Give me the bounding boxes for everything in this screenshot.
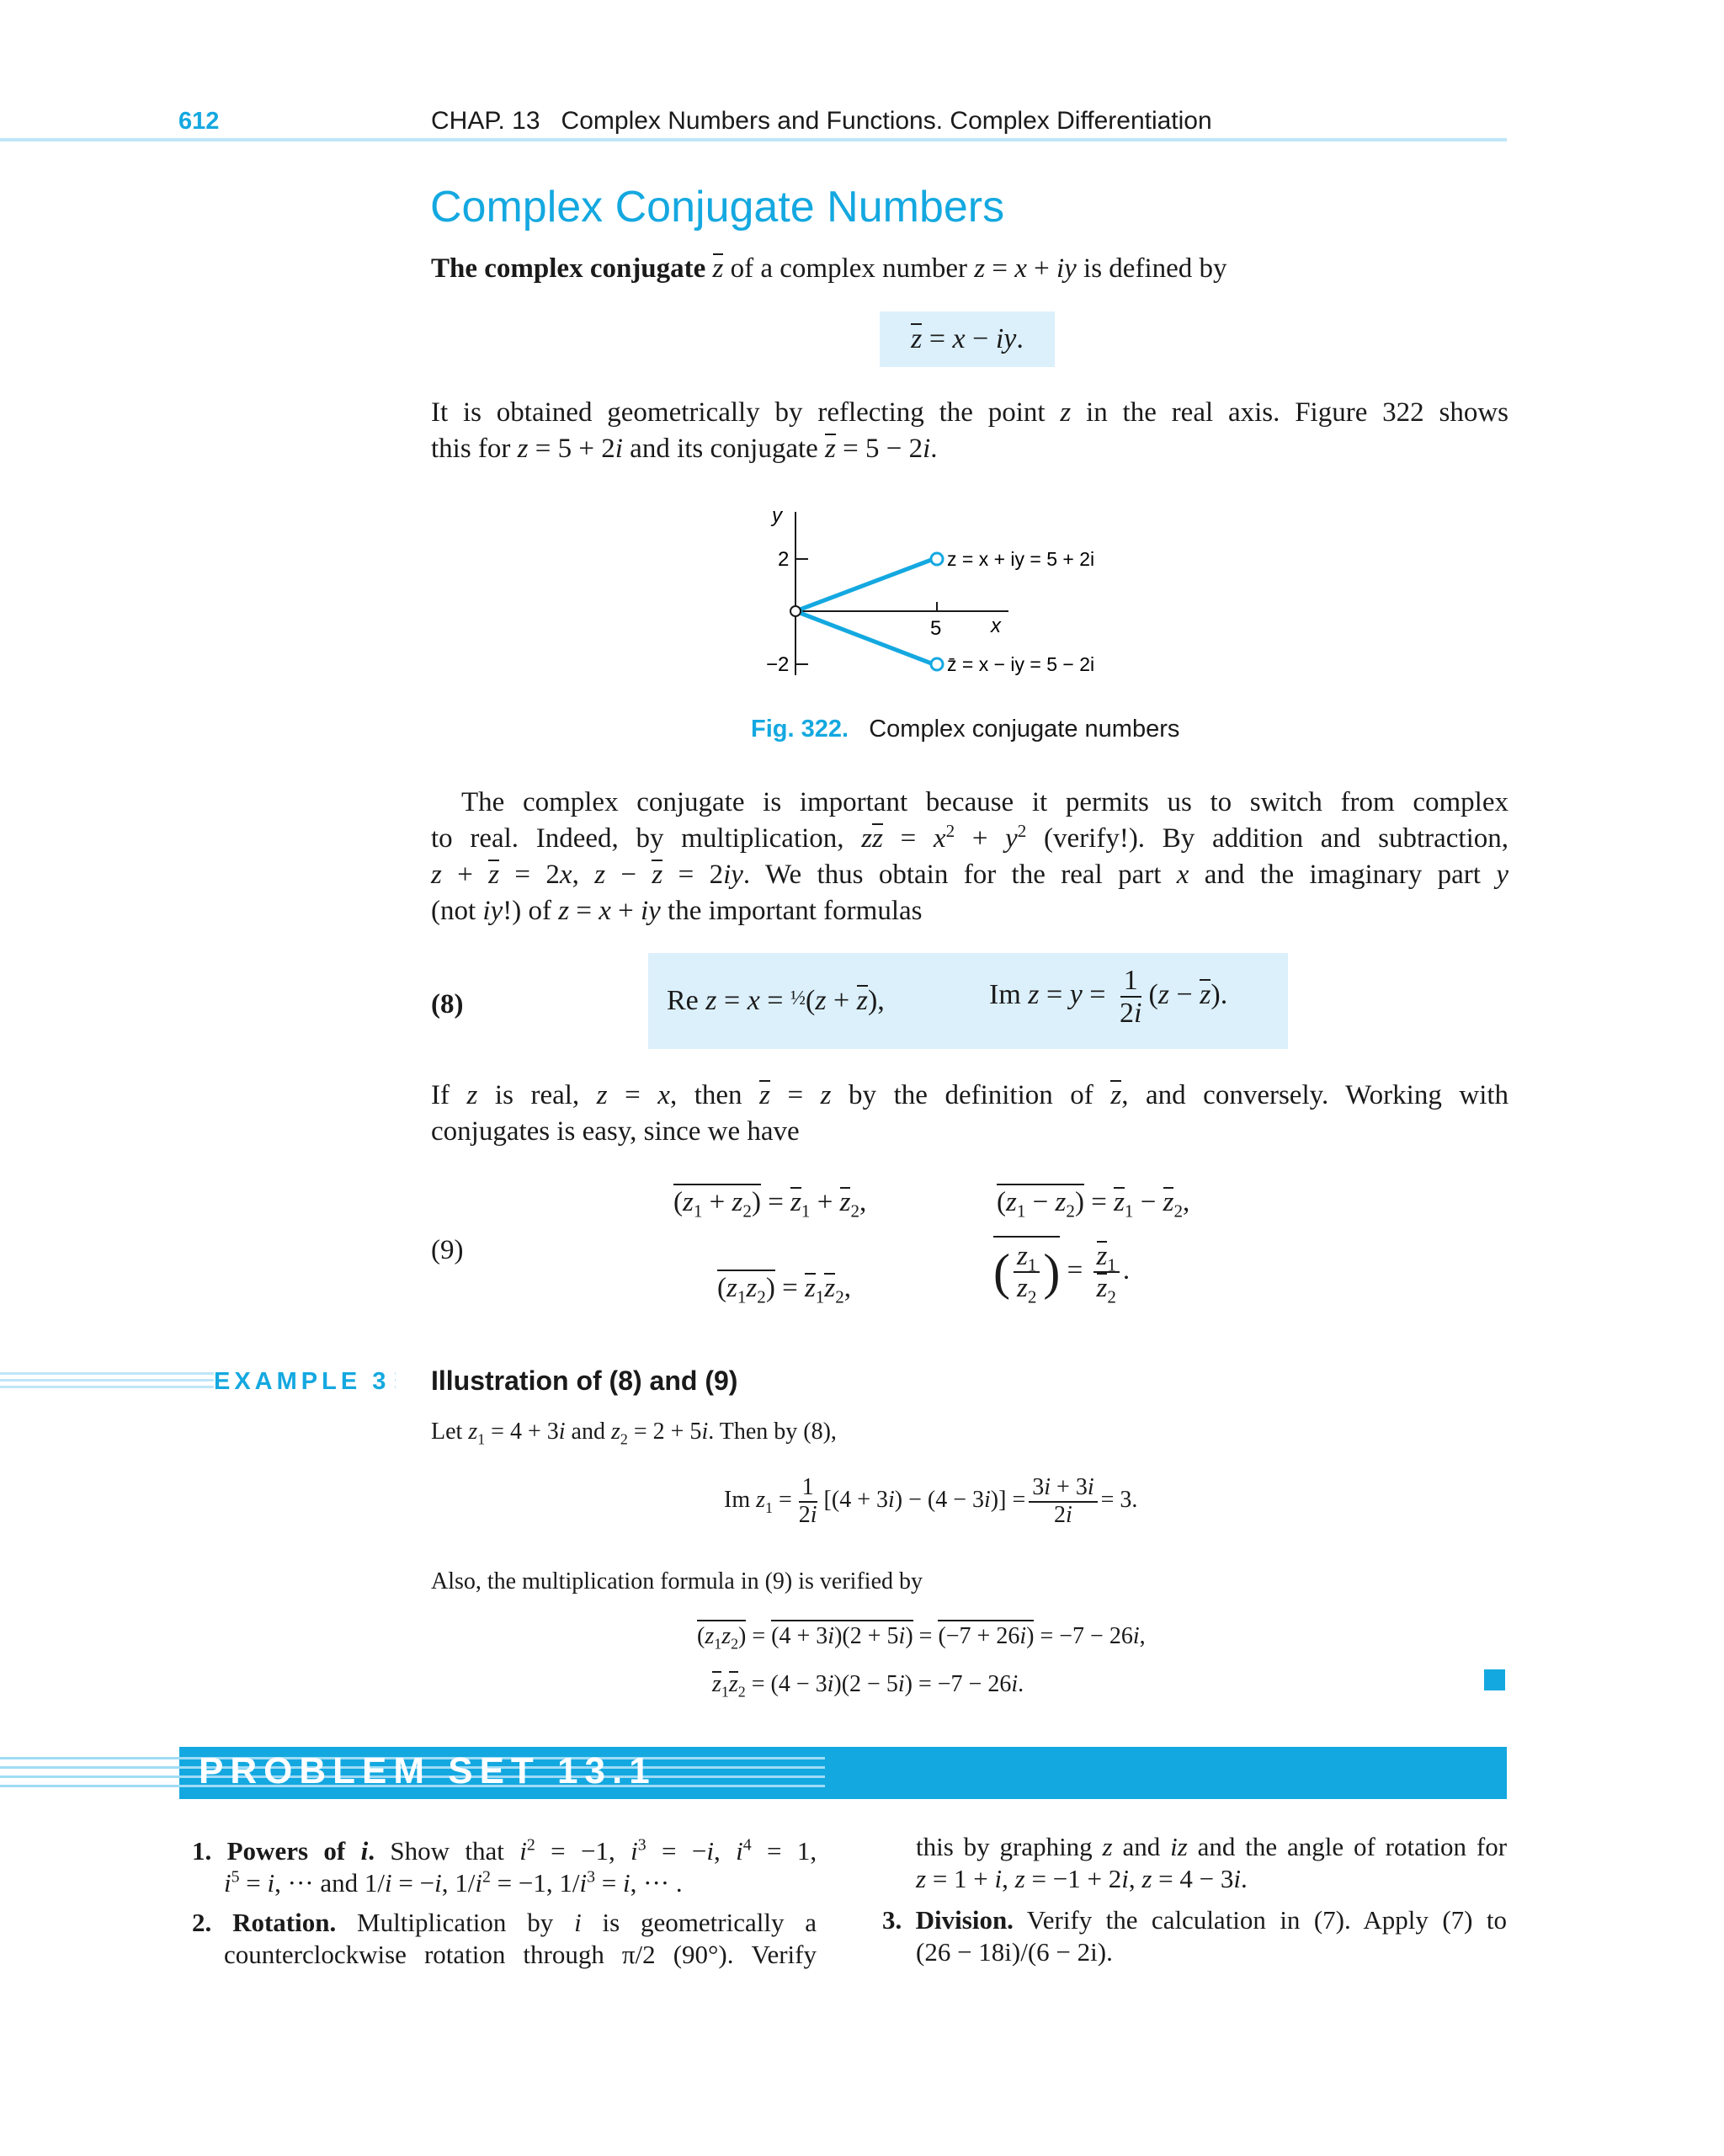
p1-text: Show that [390,1836,504,1866]
para2-line1: It is obtained geometrically by reflecting the point [431,397,1046,428]
para3-line2b: (verify!). By addition and subtraction, [1044,823,1508,854]
example-line1b: and [571,1419,605,1445]
eq9-prod: $(z_1z_2) = z_1z_2$, [717,1273,851,1304]
p2-cont-c: and the angle of rotation for [1197,1832,1508,1861]
example-line2: Also, the multiplication formula in (9) is verified by [431,1568,923,1594]
intro-text: The complex conjugate z of a complex number z = x + iy is defined by [431,253,1227,284]
example-title: Illustration of (8) and (9) [431,1365,738,1396]
x-tick-label-5: 5 [930,617,942,640]
section-title: Complex Conjugate Numbers [430,183,1005,232]
para3-line4c: the important formulas [668,896,923,926]
p2-cont-a: this by graphing [916,1832,1093,1861]
para3-line3c: and the imaginary part [1204,860,1481,890]
problem-set-title: PROBLEM SET 13.1 [199,1750,657,1791]
conjugate-definition: z = x − iy. [880,311,1055,367]
label-z: z = x + iy = 5 + 2i [947,548,1095,570]
problem-3 [882,1904,1507,1968]
para4-line1e: , and conversely. Working with [1121,1080,1509,1110]
problem-1: 1. Powers of i. Show that $i^2 = -1$, $i^3 = -i$, $i^4 = 1$, $i^5 = i$, ··· and 1/i = −i, $1/i^2 = -1$, $1/i^3 = i$, ··· . [192,1835,817,1898]
origin-point [790,606,801,616]
para3-line4a: (not [431,896,476,926]
para4-line1b: is real, [494,1080,580,1110]
p3-number: 3. [882,1905,902,1935]
intro-text-a: of a complex number [730,253,967,284]
para4-line1c: then [694,1080,742,1110]
p2-text-b: is geometrically a [602,1908,817,1937]
example-label: EXAMPLE 3 [214,1368,395,1396]
eq8-label: (8) [431,989,464,1019]
p3-expression: (26 − 18i)/(6 − 2i). [916,1937,1113,1967]
caption-text: Complex conjugate numbers [869,716,1180,743]
eq9-quot: ( $\frac{z_1}{z_2}$ ) = $\frac{z_1}{z_2}$ . [993,1236,1130,1304]
para2-line2b: and its conjugate [630,434,818,464]
intro-text-b: is defined by [1083,253,1227,284]
eq9-diff: $(z_1 - z_2) = z_1 - z_2$, [997,1187,1189,1218]
example-im-computation: Im $z_1$ = $\frac{1}{2i}$ [(4 + 3i) − (4 − 3i)] = $\frac{3i + 3i}{2i}$ = 3. [724,1474,1138,1528]
para4-line2: conjugates is easy, since we have [431,1116,800,1147]
figure-322 [741,497,1179,690]
para3-line3b: We thus obtain for the real part [764,860,1162,890]
p2-title: Rotation. [232,1908,337,1937]
p1-title: Powers of [226,1836,346,1866]
p2-cont-b: and [1122,1832,1161,1861]
para4-line1d: by the definition of [849,1080,1093,1110]
para2-line1b: in the real axis. Figure 322 shows [1086,397,1509,428]
p2-text-a: Multiplication by [357,1908,554,1937]
end-of-example-square [1484,1669,1505,1690]
eq9-label: (9) [431,1235,464,1265]
caption-label: Fig. 322. [751,716,849,743]
point-zbar [931,658,943,670]
segment-z [795,559,934,611]
para3-line4b: !) of [503,896,551,926]
example-verify-1: $(z_1z_2) = (4 + 3i)(2 + 5i) = (-7 + 26i) = -7 - 26i$, [697,1623,1146,1650]
para3-line1: The complex conjugate is important because it permits us to switch from complex [461,787,1508,817]
problem-2: 2. Rotation. Multiplication by i is geometrically a counterclockwise rotation through π/2 (90°). Verify [192,1908,817,1969]
paragraph-geometric: It is obtained geometrically by reflecting the point z in the real axis. Figure 322 shows this for z = 5 + 2i and its conjugate z = 5 − 2i. [431,397,1509,464]
para2-line2: this for [431,434,511,464]
para4-line1a: If [431,1080,450,1110]
y-tick-label-2: 2 [778,548,790,571]
p3-title: Division. [915,1905,1014,1935]
p2-number: 2. [192,1908,212,1937]
para3-line2a: to real. Indeed, by multiplication, [431,823,844,854]
eq8-box: Re z = x = ½(z + z), Im z = y = $\frac{1}{2i}$ (z − z). [648,953,1288,1049]
segment-zbar [795,611,934,664]
label-zbar: z̄ = x − iy = 5 − 2i [947,653,1095,675]
p1-number: 1. [192,1836,212,1866]
y-tick-label-neg2: −2 [766,653,790,676]
chapter-label: CHAP. 13 [431,107,540,135]
paragraph-importance: The complex conjugate is important because it permits us to switch from complex to real. Indeed, by multiplication, zz = $x^2 + y^2$ (verify!). By addition and subtraction, z + z = 2x, z − z = 2iy. We thus obtain for the real part x and the imaginary part y (not iy!) of z = x + iy the important formulas [431,785,1508,929]
x-axis-label: x [991,615,1001,637]
chapter-title: Complex Numbers and Functions. Complex Differentiation [561,107,1212,135]
example-line1: Let $z_1 = 4 + 3i$ and $z_2 = 2 + 5i$. Then by (8), [431,1419,837,1448]
y-axis-label: y [772,504,782,527]
running-header [431,107,1212,136]
example-line1a: Let [431,1419,463,1445]
p2-text-c: counterclockwise rotation through π/2 (90°). Verify [224,1940,817,1969]
problem-2-continued: this by graphing z and iz and the angle of rotation for z = 1 + i, z = −1 + 2i, z = 4 − 3i. [916,1832,1508,1893]
p3-text: Verify the calculation in (7). Apply (7) to [1026,1905,1507,1935]
example-verify-2: $z_1z_2 = (4 - 3i)(2 - 5i) = -7 - 26i$. [712,1671,1024,1701]
header-rule [0,138,1507,141]
figure-caption [751,716,1179,743]
page-number: 612 [178,108,220,135]
intro-bold: The complex conjugate [431,253,706,284]
paragraph-real: If z is real, z = x, then z = z by the definition of z, and conversely. Working with conjugates is easy, since we have [431,1078,1508,1150]
example-line1c: . Then by (8), [708,1419,837,1445]
point-z [931,553,943,565]
eq9-sum: $(z_1 + z_2) = z_1 + z_2$, [673,1187,866,1218]
